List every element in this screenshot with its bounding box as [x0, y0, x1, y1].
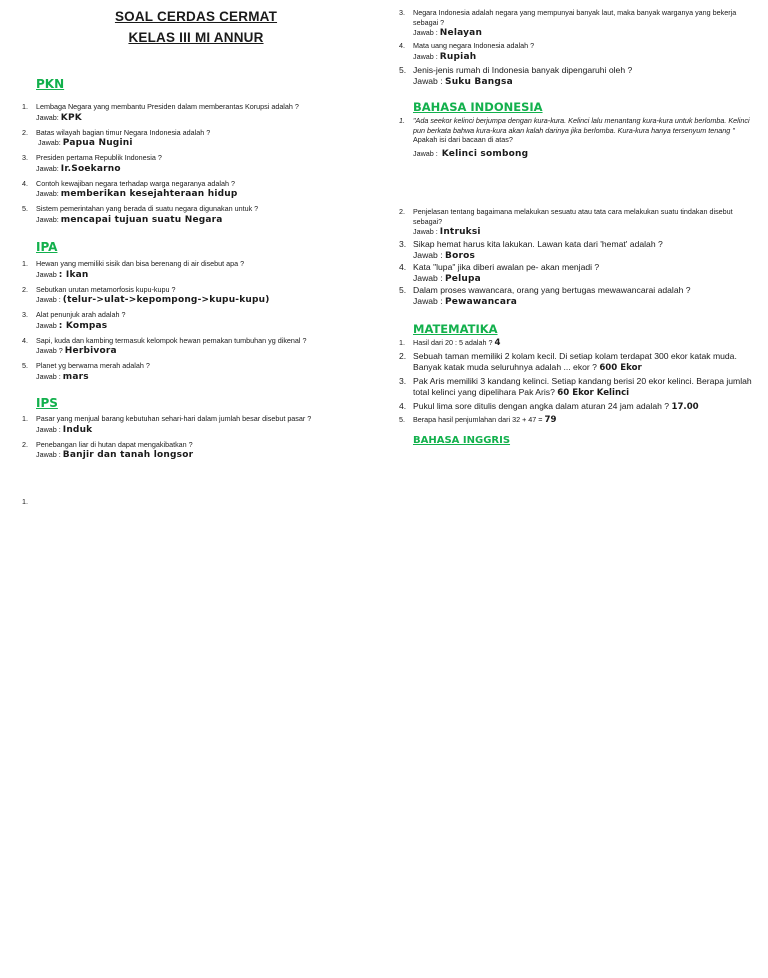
question-item — [22, 128, 362, 150]
question-number: 1. — [22, 102, 28, 111]
question-number: 3. — [399, 239, 407, 249]
question-number: 1. — [22, 259, 28, 268]
question-item — [399, 338, 757, 349]
question-text: Hewan yang memiliki sisik dan bisa berenang di air disebut apa ? — [36, 259, 245, 268]
section-heading-matematika: MATEMATIKA — [413, 322, 498, 336]
answer-label: Jawab : — [413, 273, 443, 283]
question-number: 5. — [22, 361, 28, 370]
question-number: 1. — [399, 116, 405, 125]
question-text: Lembaga Negara yang membantu Presiden dalam memberantas Korupsi adalah ? — [36, 102, 299, 111]
question-text: Negara Indonesia adalah negara yang mempunyai banyak laut, maka banyak warganya yang bekerja sebagai ? — [413, 8, 737, 27]
question-item — [399, 262, 755, 285]
question-text: Planet yg berwarna merah adalah ? — [36, 361, 150, 370]
answer-label: Jawab: — [36, 163, 59, 173]
question-number: 5. — [399, 64, 407, 75]
question-text: Sebuah taman memiliki 2 kolam kecil. Di setiap kolam terdapat 300 ekor katak muda. Banyak katak muda seluruhnya adalah ... ekor ? — [413, 350, 737, 372]
question-item — [399, 207, 755, 238]
bahasa-indonesia-question-list — [399, 207, 755, 308]
ips-continued-list — [399, 8, 755, 88]
question-item — [22, 204, 362, 226]
document-subtitle: KELAS III MI ANNUR — [128, 30, 264, 45]
question-item — [22, 414, 362, 436]
answer-text: Pelupa — [445, 274, 481, 284]
answer-label: Jawab : — [413, 148, 438, 158]
answer-text: 600 Ekor — [599, 362, 642, 373]
question-item — [22, 285, 362, 307]
question-item — [22, 179, 362, 201]
answer-label: Jawab : — [413, 296, 443, 306]
question-number: 2. — [399, 350, 407, 361]
question-text: Pukul lima sore ditulis dengan angka dalam aturan 24 jam adalah ? — [413, 400, 670, 411]
answer-text: mencapai tujuan suatu Negara — [60, 214, 223, 225]
answer-text: Banjir dan tanah longsor — [62, 450, 194, 460]
question-item — [399, 41, 755, 63]
question-number: 4. — [399, 41, 405, 50]
answer-text: Kelinci sombong — [441, 148, 529, 159]
answer-label: Jawab : — [36, 371, 61, 381]
question-number: 2. — [22, 127, 28, 137]
stray-list-number: 1. — [22, 497, 28, 506]
answer-text: mars — [62, 371, 89, 382]
question-text: Pak Aris memiliki 3 kandang kelinci. Setiap kandang berisi 20 ekor kelinci. Berapa jumlah total kelinci yang dipelihara Pak Aris? — [413, 375, 752, 397]
answer-label: Jawab : — [36, 450, 61, 459]
question-number: 1. — [399, 338, 405, 347]
question-text: Dalam proses wawancara, orang yang bertugas mewawancarai adalah ? — [413, 285, 691, 295]
question-number: 2. — [22, 439, 28, 449]
question-item — [22, 361, 362, 383]
question-number: 4. — [399, 262, 407, 272]
answer-text: : Ikan — [58, 269, 89, 280]
question-number: 3. — [399, 375, 407, 386]
question-text: Jenis-jenis rumah di Indonesia banyak dipengaruhi oleh ? — [413, 64, 633, 75]
matematika-question-list — [399, 338, 757, 425]
question-text: Kata "lupa" jika diberi awalan pe- akan menjadi ? — [413, 262, 600, 272]
answer-text: Intruksi — [439, 227, 481, 237]
answer-text: Boros — [445, 251, 476, 261]
ips-question-list — [22, 414, 362, 461]
answer-text: Papua Nugini — [62, 138, 133, 148]
question-text: Penebangan liar di hutan dapat mengakibatkan ? — [36, 439, 193, 449]
bahasa-indonesia-question-1 — [399, 116, 755, 160]
answer-label: Jawab: — [36, 214, 59, 224]
question-text: Berapa hasil penjumlahan dari 32 + 47 = — [413, 414, 543, 424]
pkn-question-list — [22, 102, 362, 226]
question-text: Presiden pertama Republik Indonesia ? — [36, 153, 162, 162]
question-item — [399, 351, 757, 374]
answer-text: Nelayan — [439, 28, 483, 38]
answer-text: (telur->ulat->kepompong->kupu-kupu) — [62, 295, 270, 305]
answer-label: Jawab : — [413, 28, 438, 37]
answer-text: 60 Ekor Kelinci — [557, 387, 630, 398]
answer-text: Herbivora — [64, 346, 117, 356]
answer-text: Ir.Soekarno — [60, 163, 121, 174]
document-title: SOAL CERDAS CERMAT — [114, 9, 278, 24]
answer-label: Jawab ? — [36, 346, 63, 355]
answer-text: : Kompas — [58, 320, 108, 331]
answer-text: Pewawancara — [445, 297, 518, 307]
question-number: 5. — [22, 204, 28, 213]
answer-label: Jawab — [36, 269, 57, 279]
question-item — [22, 259, 362, 281]
question-text: Alat penunjuk arah adalah ? — [36, 310, 126, 319]
answer-label: Jawab: — [38, 138, 61, 147]
question-number: 5. — [399, 285, 407, 295]
question-number: 2. — [22, 284, 28, 294]
answer-label: Jawab : — [413, 227, 438, 236]
question-item — [399, 285, 755, 308]
answer-label: Jawab : — [413, 51, 438, 61]
question-number: 4. — [22, 178, 28, 188]
answer-label: Jawab: — [36, 112, 59, 122]
question-text: Contoh kewajiban negara terhadap warga negaranya adalah ? — [36, 178, 236, 188]
question-item — [399, 8, 755, 39]
question-item — [399, 415, 757, 426]
question-text: Sikap hemat harus kita lakukan. Lawan kata dari 'hemat' adalah ? — [413, 239, 663, 249]
section-heading-ipa: IPA — [36, 240, 58, 254]
question-number: 3. — [22, 153, 28, 162]
question-text: Hasil dari 20 : 5 adalah ? — [413, 338, 493, 347]
question-number: 1. — [22, 414, 28, 423]
answer-text: 17.00 — [671, 401, 699, 412]
answer-text: memberikan kesejahteraan hidup — [60, 189, 238, 199]
answer-label: Jawab : — [413, 75, 443, 86]
question-text: Mata uang negara Indonesia adalah ? — [413, 41, 535, 50]
question-item — [22, 153, 362, 175]
question-item — [399, 239, 755, 262]
answer-label: Jawab : — [36, 295, 61, 304]
question-number: 3. — [22, 310, 28, 319]
section-heading-bahasa-inggris: BAHASA INGGRIS — [413, 435, 511, 446]
question-item — [399, 376, 757, 399]
question-text: Sapi, kuda dan kambing termasuk kelompok hewan pemakan tumbuhan yg dikenal ? — [36, 335, 307, 345]
question-text: Pasar yang menjual barang kebutuhan sehari-hari dalam jumlah besar disebut pasar ? — [36, 414, 312, 423]
question-number: 4. — [22, 335, 28, 345]
question-item — [399, 65, 755, 88]
question-text: Sebutkan urutan metamorfosis kupu-kupu ? — [36, 284, 176, 294]
question-item — [22, 310, 362, 332]
question-item — [22, 440, 362, 462]
question-number: 4. — [399, 400, 407, 411]
question-text: Penjelasan tentang bagaimana melakukan sesuatu atau tata cara melakukan suatu tindakan disebut sebagai? — [413, 207, 733, 226]
section-heading-ips: IPS — [36, 396, 58, 410]
answer-text: KPK — [60, 112, 82, 123]
question-item — [22, 336, 362, 358]
section-heading-bahasa-indonesia: BAHASA INDONESIA — [413, 100, 543, 114]
question-item — [399, 401, 757, 413]
question-item — [22, 102, 362, 124]
answer-text: 4 — [494, 338, 501, 348]
answer-label: Jawab : — [36, 424, 61, 434]
section-heading-pkn: PKN — [36, 77, 65, 91]
answer-label: Jawab : — [413, 250, 443, 260]
question-number: 5. — [399, 414, 405, 424]
answer-text: Rupiah — [439, 51, 477, 62]
question-number: 2. — [399, 207, 405, 216]
reading-passage: "Ada seekor kelinci berjumpa dengan kura-kura. Kelinci lalu menantang kura-kura untuk berlomba. Kelinci pun berkata bahwa kura-kura akan kalah darinya jika berlomba. Kura-kura hanya tersenyum tenang " — [413, 116, 750, 135]
answer-text: Induk — [62, 424, 93, 435]
question-number: 3. — [399, 8, 405, 17]
ipa-question-list — [22, 259, 362, 383]
question-text: Sistem pemerintahan yang berada di suatu negara digunakan untuk ? — [36, 204, 259, 213]
answer-text: 79 — [544, 414, 557, 425]
answer-label: Jawab: — [36, 189, 59, 198]
answer-text: Suku Bangsa — [445, 76, 513, 87]
question-text: Batas wilayah bagian timur Negara Indonesia adalah ? — [36, 127, 211, 137]
answer-label: Jawab — [36, 320, 57, 330]
question-text: Apakah isi dari bacaan di atas? — [413, 135, 513, 144]
